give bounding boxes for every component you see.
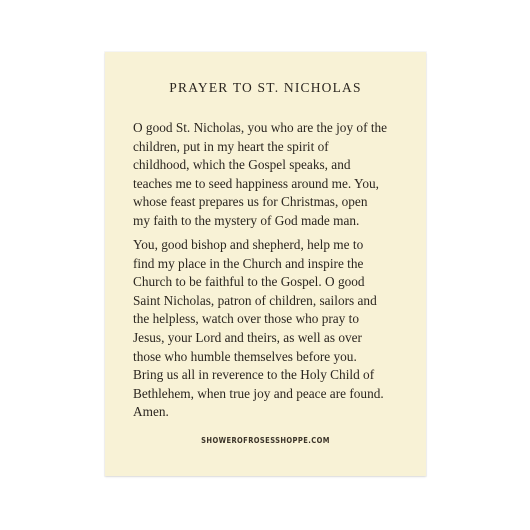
prayer-paragraph-2 [133, 236, 405, 422]
paragraph-line: children, put in my heart the spirit of [133, 138, 329, 154]
paragraph-line: O good St. Nicholas, you who are the joy of the [133, 120, 388, 135]
paragraph-line: Saint Nicholas, patron of children, sailors and [133, 292, 377, 308]
paragraph-line: my faith to the mystery of God made man. [133, 212, 360, 228]
paragraph-line: Bring us all in reverence to the Holy Child of [133, 367, 375, 383]
prayer-card [105, 52, 426, 476]
paragraph-line: whose feast prepares us for Christmas, open [133, 194, 368, 210]
paragraph-line: childhood, which the Gospel speaks, and [133, 157, 351, 173]
paragraph-line: Jesus, your Lord and theirs, as well as over [133, 329, 362, 345]
paragraph-line: Church to be faithful to the Gospel. O good [133, 274, 365, 290]
paragraph-line: Bethlehem, when true joy and peace are found. [133, 385, 384, 401]
paragraph-line: those who humble themselves before you. [133, 348, 357, 364]
paragraph-line: You, good bishop and shepherd, help me to [133, 237, 364, 252]
paragraph-line: teaches me to seed happiness around me. You, [133, 175, 379, 191]
paragraph-line: find my place in the Church and inspire the [133, 255, 364, 271]
prayer-paragraph-1 [133, 119, 405, 231]
website-footer: SHOWEROFROSESSHOPPE.COM [201, 436, 330, 445]
paragraph-line: Amen. [133, 404, 169, 420]
paragraph-line: the helpless, watch over those who pray to [133, 311, 359, 327]
prayer-title: PRAYER TO ST. NICHOLAS [169, 80, 362, 95]
